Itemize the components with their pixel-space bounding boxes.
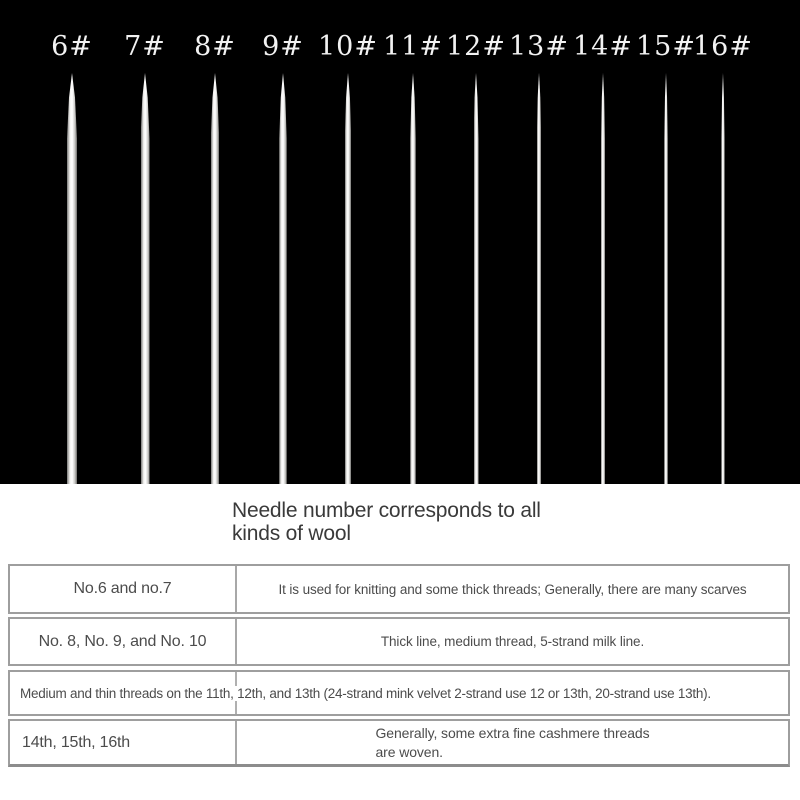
- table-row-no6-no7: [8, 564, 790, 614]
- needle-size-label: 14#: [573, 31, 633, 62]
- knitting-needle: [537, 73, 542, 484]
- table-row-no8-no10: [8, 617, 790, 666]
- knitting-needle: [279, 73, 287, 484]
- knitting-needle: [211, 73, 220, 484]
- knitting-needle: [601, 73, 605, 484]
- usage-line1: Generally, some extra fine cashmere threads: [375, 724, 650, 741]
- needle-size-cell: 14th, 15th, 16th: [10, 721, 237, 764]
- table-row-14th-16th: [8, 719, 790, 767]
- needle-size-label: 7#: [124, 31, 166, 62]
- needle-size-cell: No.6 and no.7: [10, 566, 237, 612]
- needle-size-label: 9#: [262, 31, 304, 62]
- row-text: Medium and thin threads on the 11th, 12th, and 13th (24-strand mink velvet 2-strand use 12 or 13th, 20-strand use 13th).: [20, 685, 711, 701]
- usage-description-cell: Thick line, medium thread, 5-strand milk line.: [380, 634, 645, 649]
- knitting-needle: [345, 73, 352, 484]
- knitting-needle: [67, 73, 77, 484]
- caption-line1: Needle number corresponds to all: [232, 499, 541, 522]
- knitting-needle: [721, 73, 724, 484]
- usage-description-cell: It is used for knitting and some thick threads; Generally, there are many scarves: [278, 581, 747, 597]
- needle-size-label: 13#: [509, 31, 569, 62]
- needle-size-cell: No. 8, No. 9, and No. 10: [10, 619, 237, 664]
- needle-size-label: 6#: [51, 31, 93, 62]
- knitting-needle: [141, 73, 150, 484]
- caption-line2: kinds of wool: [232, 522, 351, 545]
- usage-description-cell: [237, 721, 788, 764]
- needle-size-label: 10#: [318, 31, 378, 62]
- needle-size-label: 12#: [446, 31, 506, 62]
- needle-size-label: 16#: [693, 31, 753, 62]
- needle-size-label: 8#: [194, 31, 236, 62]
- table-row-11th-13th: [8, 670, 790, 716]
- knitting-needle: [474, 73, 479, 484]
- needle-size-label: 15#: [636, 31, 696, 62]
- knitting-needle: [410, 73, 416, 484]
- usage-description-cell: [20, 672, 782, 714]
- knitting-needle: [664, 73, 668, 484]
- usage-line2: are woven.: [375, 743, 443, 760]
- needle-size-label: 11#: [383, 31, 443, 62]
- usage-description-text: [375, 724, 649, 762]
- caption: [232, 499, 541, 545]
